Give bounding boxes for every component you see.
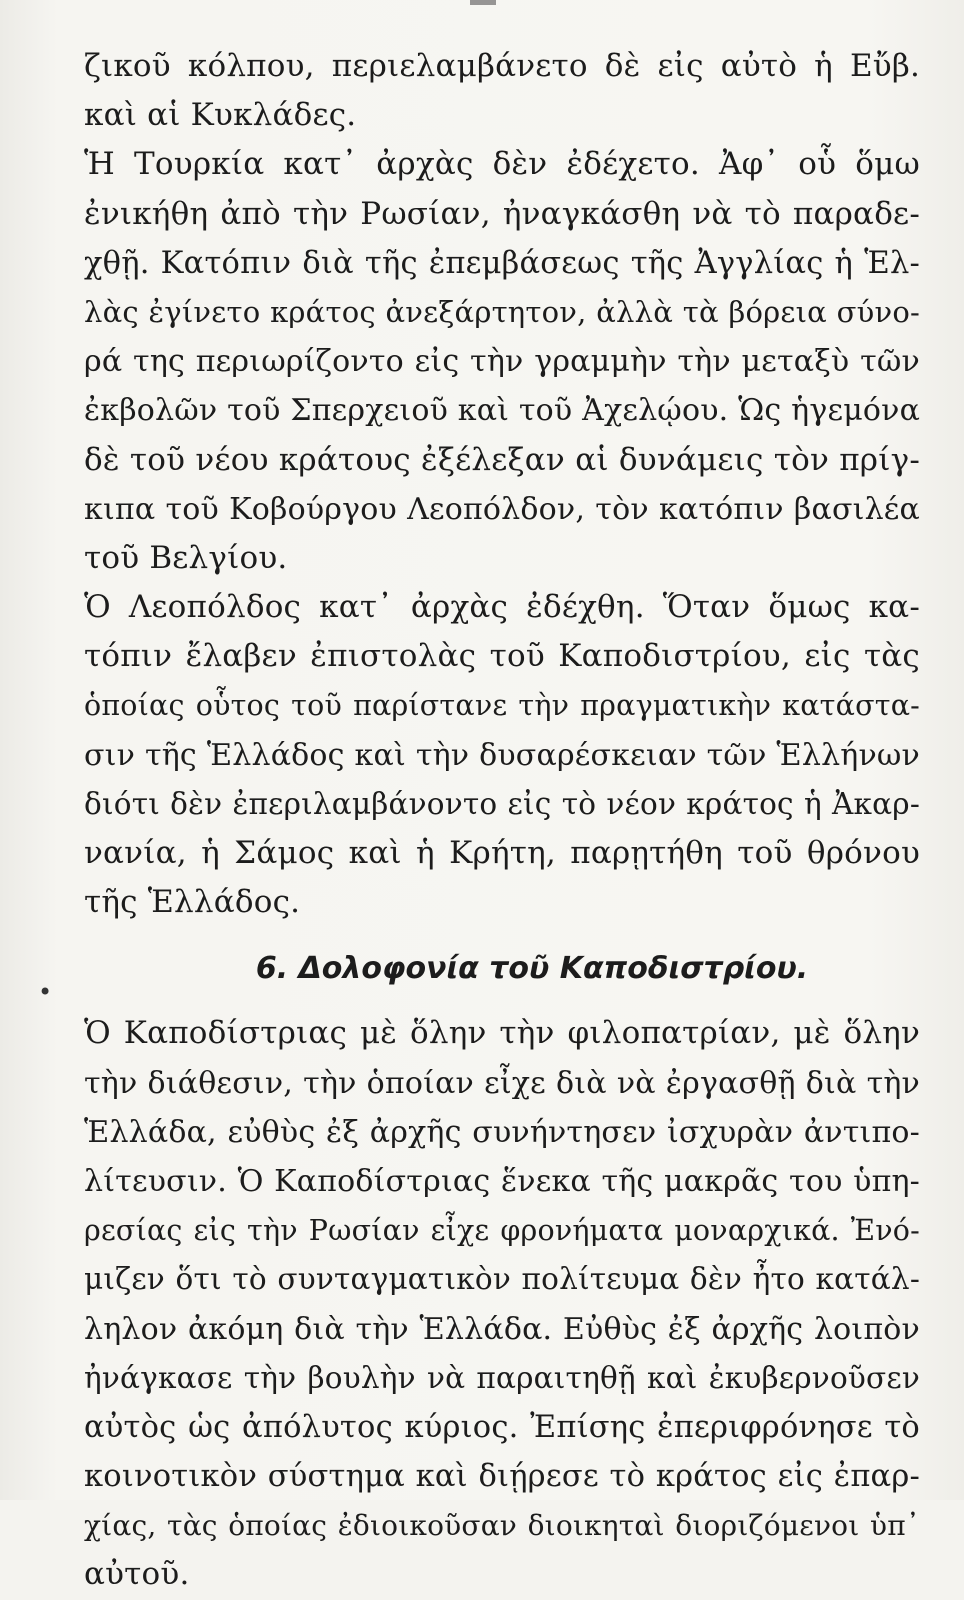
margin-mark: • — [38, 978, 53, 1006]
text-line: τοῦ Βελγίου. — [84, 539, 288, 576]
paragraph-4 — [84, 1009, 920, 1599]
text-line: κιπα τοῦ Κοβούργου Λεοπόλδον, τὸν κατόπιν βασιλέα — [84, 491, 920, 527]
paragraph-1 — [84, 42, 920, 140]
text-line: δὲ τοῦ νέου κράτους ἐξέλεξαν αἱ δυνάμεις τὸν πρίγ- — [84, 441, 920, 478]
section-heading: 6. Δολοφονία τοῦ Καποδιστρίου. — [255, 951, 809, 987]
page-text — [84, 42, 920, 1600]
text-line: ἐνικήθη ἀπὸ τὴν Ρωσίαν, ἠναγκάσθη νὰ τὸ παραδε- — [84, 195, 920, 232]
text-line: διότι δὲν ἐπεριλαμβάνοντο εἰς τὸ νέον κράτος ἡ Ἀκαρ- — [84, 786, 920, 821]
text-line: Ἑλλάδα, εὐθὺς ἐξ ἀρχῆς συνήντησεν ἰσχυρὰν ἀντιπο- — [84, 1114, 920, 1150]
text-line: μιζεν ὅτι τὸ συνταγματικὸν πολίτευμα δὲν ἦτο κατάλ- — [84, 1262, 920, 1297]
text-line: ληλον ἀκόμη διὰ τὴν Ἑλλάδα. Εὐθὺς ἐξ ἀρχῆς λοιπὸν — [84, 1311, 920, 1347]
text-line: λὰς ἐγίνετο κράτος ἀνεξάρτητον, ἀλλὰ τὰ βόρεια σύνο- — [84, 294, 920, 329]
text-line: χίας, τὰς ὁποίας ἐδιοικοῦσαν διοικηταὶ διοριζόμενοι ὑπ᾽ — [84, 1509, 920, 1543]
text-line: τόπιν ἔλαβεν ἐπιστολὰς τοῦ Καποδιστρίου, εἰς τὰς — [84, 638, 920, 675]
text-line: ζικοῦ κόλπου, περιελαμβάνετο δὲ εἰς αὐτὸ ἡ Εὔβ. — [84, 48, 920, 84]
text-line: ἠνάγκασε τὴν βουλὴν νὰ παραιτηθῇ καὶ ἐκυβερνοῦσεν — [84, 1360, 920, 1395]
text-line: αὐτοῦ. — [84, 1556, 190, 1593]
paragraph-3 — [84, 583, 920, 927]
text-line: τὴν διάθεσιν, τὴν ὁποίαν εἶχε διὰ νὰ ἐργασθῇ διὰ τὴν — [84, 1065, 920, 1101]
text-line: Ὁ Λεοπόλδος κατ᾽ ἀρχὰς ἐδέχθη. Ὅταν ὅμως κα- — [84, 589, 920, 626]
text-line: αὐτὸς ὡς ἀπόλυτος κύριος. Ἐπίσης ἐπεριφρόνησε τὸ — [84, 1409, 920, 1445]
text-line: ρεσίας εἰς τὴν Ρωσίαν εἶχε φρονήματα μοναρχικά. Ἐνό- — [84, 1214, 920, 1248]
page-top-mark — [470, 0, 496, 5]
text-line: χθῇ. Κατόπιν διὰ τῆς ἐπεμβάσεως τῆς Ἀγγλίας ἡ Ἑλ- — [84, 245, 920, 281]
text-line: σιν τῆς Ἑλλάδος καὶ τὴν δυσαρέσκειαν τῶν Ἑλλήνων — [84, 737, 920, 773]
text-line: λίτευσιν. Ὁ Καποδίστριας ἕνεκα τῆς μακρᾶς του ὑπη- — [84, 1163, 920, 1199]
text-line: νανία, ἡ Σάμος καὶ ἡ Κρήτη, παρῃτήθη τοῦ θρόνου — [84, 835, 920, 871]
text-line: Ὁ Καποδίστριας μὲ ὅλην τὴν φιλοπατρίαν, μὲ ὅλην — [84, 1015, 920, 1052]
text-line: ὁποίας οὗτος τοῦ παρίστανε τὴν πραγματικὴν κατάστα- — [84, 689, 920, 723]
text-line: ρά της περιωρίζοντο εἰς τὴν γραμμὴν τὴν μεταξὺ τῶν — [84, 344, 920, 380]
text-line: ἐκβολῶν τοῦ Σπερχειοῦ καὶ τοῦ Ἀχελῴου. Ὡς ἡγεμόνα — [84, 393, 921, 429]
text-line: Ἡ Τουρκία κατ᾽ ἀρχὰς δὲν ἐδέχετο. Ἀφ᾽ οὗ ὅμω — [84, 146, 920, 183]
text-line: κοινοτικὸν σύστημα καὶ διῄρεσε τὸ κράτος εἰς ἐπαρ- — [84, 1459, 920, 1495]
paragraph-2 — [84, 140, 920, 583]
text-line: καὶ αἱ Κυκλάδες. — [84, 97, 357, 134]
text-line: τῆς Ἑλλάδος. — [84, 884, 301, 921]
